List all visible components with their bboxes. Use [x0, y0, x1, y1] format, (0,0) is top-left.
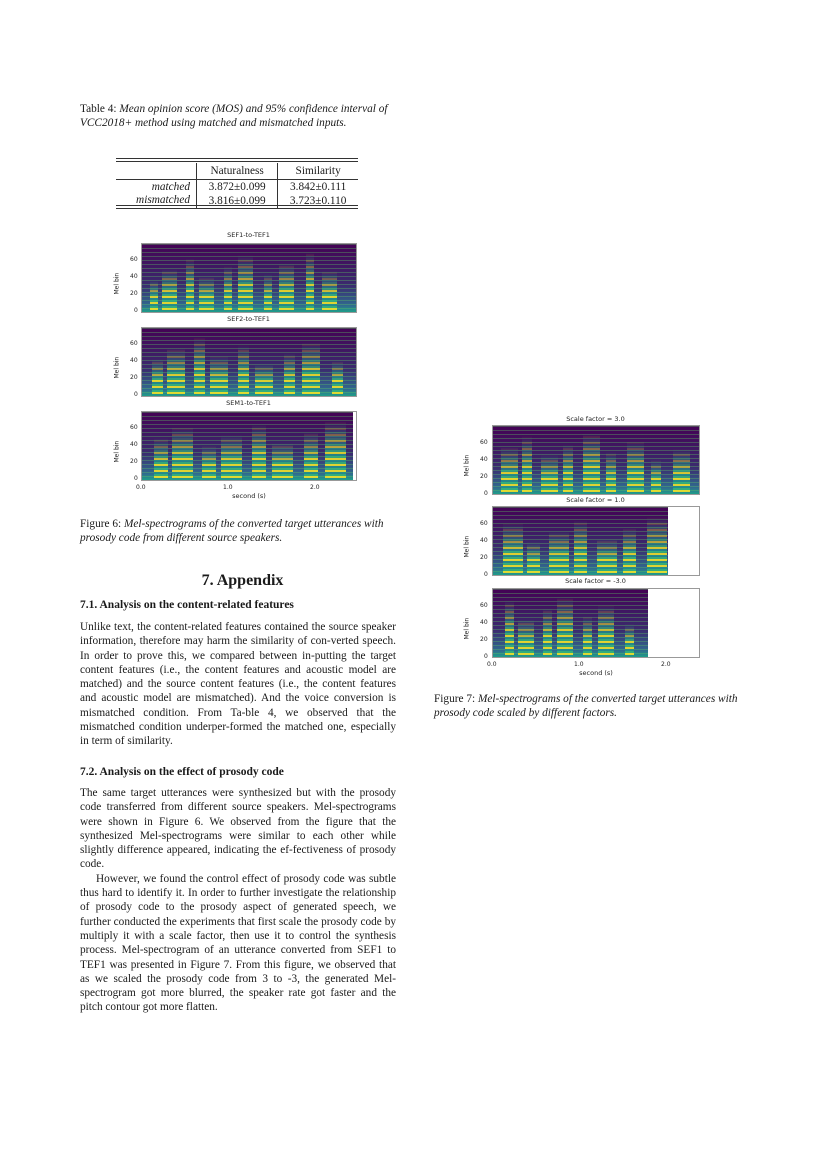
figure7-caption — [434, 692, 759, 720]
ytick: 0 — [134, 307, 138, 314]
table-header-similarity: Similarity — [278, 163, 358, 180]
spectrogram-segment — [304, 432, 318, 478]
xtick: 0.0 — [487, 661, 497, 668]
spectrogram-segment — [627, 441, 644, 492]
ytick: 40 — [130, 441, 138, 448]
subsection-7-2-body — [80, 786, 396, 1015]
spectrogram-segment — [322, 271, 337, 310]
spectrogram-segment — [563, 444, 573, 492]
table-header-naturalness: Naturalness — [197, 163, 278, 180]
spectrogram-segment — [522, 436, 532, 492]
spectrogram-segment — [199, 277, 214, 310]
ytick: 0 — [134, 391, 138, 398]
fig7-subplot3-axes — [492, 588, 700, 658]
ytick: 0 — [134, 475, 138, 482]
table4-caption — [80, 102, 405, 130]
fig6-subplot2-axes — [141, 327, 357, 397]
ytick: 60 — [130, 256, 138, 263]
spectrogram-segment — [574, 520, 587, 573]
fig6-subplot3-axes — [141, 411, 357, 481]
spectrogram-segment — [194, 337, 205, 394]
spectrogram-segment — [583, 616, 592, 655]
table-header-empty — [116, 163, 197, 180]
table4-caption-label: Table 4: — [80, 103, 117, 115]
spectrogram-image — [493, 589, 648, 657]
fig7-subplot2-axes — [492, 506, 700, 576]
spectrogram-segment — [264, 274, 272, 310]
fig7-subplot1-title: Scale factor = 3.0 — [566, 415, 625, 423]
spectrogram-segment — [154, 438, 168, 478]
spectrogram-segment — [224, 266, 232, 310]
ytick: 20 — [130, 458, 138, 465]
spectrogram-segment — [606, 452, 616, 492]
spectrogram-segment — [549, 531, 569, 573]
fig7-xlabel: second (s) — [579, 669, 613, 677]
ytick: 60 — [130, 424, 138, 431]
mos-table — [116, 163, 358, 209]
spectrogram-segment — [162, 269, 177, 310]
cell-naturalness: 3.872±0.099 — [197, 180, 278, 195]
ytick: 40 — [130, 357, 138, 364]
spectrogram-segment — [252, 424, 266, 478]
fig7-ylabel: Mel bin — [463, 617, 471, 640]
spectrogram-segment — [651, 460, 661, 492]
spectrogram-segment — [598, 605, 614, 655]
spectrogram-segment — [172, 427, 193, 478]
paragraph: However, we found the control effect of prosody code was subtle thus hard to identify it. In order to further investigate the relationship of prosody code to the prosody aspect of generated speech, we further conducted the experiments that first scale the prosody code by multiply it with a scale factor, then use it to control the synthesis process. Mel-spectrogram of an utterance converted from SEF1 to TEF1 was presented in Figure 7. From this figure, we observed that as we scaled the prosody code from 3 to -3, the generated Mel-spectrogram got more blurred, the speaker rate got faster and the pitch contour got more flatten. — [80, 872, 396, 1014]
fig6-xlabel: second (s) — [232, 492, 266, 500]
ytick: 0 — [484, 490, 488, 497]
spectrogram-image — [493, 426, 699, 494]
figure6 — [110, 228, 370, 503]
cell-naturalness: 3.816±0.099 — [197, 194, 278, 209]
table-bottom-rule — [116, 205, 358, 209]
spectrogram-segment — [583, 433, 600, 492]
xtick: 1.0 — [574, 661, 584, 668]
spectrogram-segment — [557, 597, 573, 655]
spectrogram-segment — [543, 608, 552, 655]
spectrogram-segment — [152, 359, 163, 394]
xtick: 2.0 — [661, 661, 671, 668]
spectrogram-image — [142, 328, 356, 396]
fig7-subplot2-title: Scale factor = 1.0 — [566, 496, 625, 504]
paragraph: The same target utterances were synthesized but with the prosody code transferred from different source speakers. Mel-spectrograms were shown in Figure 6. We observed from the figure that the synthesized Mel-spectrograms were similar to each other while slightly difference appeared, indicating the ef-fectiveness of prosody code. — [80, 787, 396, 871]
cell-similarity: 3.842±0.111 — [290, 180, 347, 193]
subsection-7-1-title: 7.1. Analysis on the content-related features — [80, 599, 294, 611]
xtick: 0.0 — [136, 484, 146, 491]
spectrogram-segment — [332, 361, 343, 394]
row-label: mismatched — [116, 194, 197, 209]
spectrogram-segment — [597, 539, 617, 573]
fig7-subplot3-title: Scale factor = -3.0 — [565, 577, 626, 585]
figure6-caption-text: Mel-spectrograms of the converted target utterances with prosody code from different source speakers. — [80, 518, 384, 545]
spectrogram-image — [142, 244, 356, 312]
section-title: 7. Appendix — [201, 572, 284, 589]
spectrogram-segment — [255, 364, 273, 394]
table-header-row — [116, 163, 358, 180]
spectrogram-segment — [284, 353, 295, 394]
paragraph: Unlike text, the content-related features contained the source speaker information, therefore may harm the similarity of con-verted speech. In order to prove this, we compared between in-putting the target content features (i.e., the content features and acoustic model are matched) and the source content features (i.e., the content features and acoustic model are mismatched). And the voice conversion is mismatched condition. From Ta-ble 4, we observed that the mismatched condition underper-formed the matched one, especially in term of similarity. — [80, 621, 396, 748]
spectrogram-segment — [541, 455, 558, 492]
ytick: 60 — [130, 340, 138, 347]
spectrogram-segment — [306, 252, 314, 310]
ytick: 60 — [480, 439, 488, 446]
table-top-rule — [116, 158, 358, 162]
spectrogram-segment — [518, 619, 534, 655]
row-label: matched — [116, 180, 197, 195]
spectrogram-segment — [279, 263, 294, 310]
subsection-7-2-title: 7.2. Analysis on the effect of prosody code — [80, 766, 284, 778]
spectrogram-segment — [505, 600, 514, 655]
ytick: 20 — [480, 473, 488, 480]
spectrogram-segment — [167, 348, 185, 394]
ytick: 60 — [480, 520, 488, 527]
figure7-caption-text: Mel-spectrograms of the converted target utterances with prosody code scaled by different factors. — [434, 693, 738, 720]
ytick: 0 — [484, 653, 488, 660]
fig6-subplot2-title: SEF2-to-TEF1 — [227, 315, 270, 323]
spectrogram-segment — [238, 255, 253, 310]
spectrogram-segment — [202, 446, 216, 478]
spectrogram-segment — [150, 280, 158, 310]
spectrogram-segment — [186, 258, 194, 310]
fig6-subplot1-axes — [141, 243, 357, 313]
ytick: 20 — [130, 374, 138, 381]
spectrogram-segment — [503, 523, 523, 573]
ytick: 40 — [130, 273, 138, 280]
spectrogram-segment — [238, 345, 249, 394]
ytick: 0 — [484, 571, 488, 578]
spectrogram-segment — [527, 542, 540, 573]
table-row — [116, 180, 358, 195]
spectrogram-segment — [272, 443, 293, 478]
fig6-subplot3-title: SEM1-to-TEF1 — [226, 399, 271, 407]
figure6-caption-label: Figure 6: — [80, 518, 122, 530]
spectrogram-image — [142, 412, 353, 480]
ytick: 40 — [480, 537, 488, 544]
spectrogram-segment — [625, 624, 634, 655]
ytick: 20 — [480, 636, 488, 643]
xtick: 1.0 — [223, 484, 233, 491]
fig6-ylabel: Mel bin — [113, 440, 121, 463]
ytick: 60 — [480, 602, 488, 609]
table4 — [116, 158, 358, 210]
figure7 — [462, 413, 712, 683]
figure6-caption — [80, 517, 405, 545]
subsection-7-1-body — [80, 620, 396, 749]
spectrogram-segment — [221, 435, 242, 478]
fig6-ylabel: Mel bin — [113, 272, 121, 295]
spectrogram-segment — [673, 449, 690, 492]
spectrogram-segment — [501, 447, 518, 492]
xtick: 2.0 — [310, 484, 320, 491]
fig7-ylabel: Mel bin — [463, 535, 471, 558]
ytick: 40 — [480, 619, 488, 626]
spectrogram-image — [493, 507, 668, 575]
spectrogram-segment — [325, 421, 346, 478]
ytick: 40 — [480, 456, 488, 463]
fig6-subplot1-title: SEF1-to-TEF1 — [227, 231, 270, 239]
fig7-subplot1-axes — [492, 425, 700, 495]
spectrogram-segment — [210, 356, 228, 394]
fig6-ylabel: Mel bin — [113, 356, 121, 379]
ytick: 20 — [480, 554, 488, 561]
table4-caption-text: Mean opinion score (MOS) and 95% confidence interval of VCC2018+ method using matched and mismatched inputs. — [80, 103, 388, 130]
ytick: 20 — [130, 290, 138, 297]
cell-similarity: 3.723±0.110 — [289, 195, 347, 207]
spectrogram-segment — [647, 517, 667, 573]
fig7-ylabel: Mel bin — [463, 454, 471, 477]
figure7-caption-label: Figure 7: — [434, 693, 476, 705]
spectrogram-segment — [302, 342, 320, 394]
spectrogram-segment — [623, 528, 636, 573]
